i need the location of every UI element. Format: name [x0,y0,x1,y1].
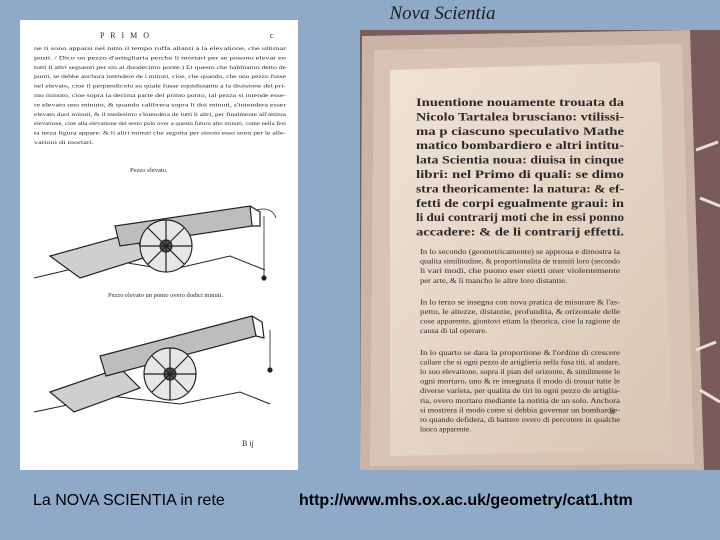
body-line: callare che si ogni pezzo de artiglieria nella fusa titi, al andare, [420,358,621,367]
left-text-line: posti. / Dico un pezzo d'artegliaria perche li mortari per se posono elevar en [34,55,287,62]
running-head: P R I M O [100,31,152,40]
left-text-line: ne ti sono apparsi nel tutto il tempo ruffa allanti a la elevatione, che ultimar [34,46,203,52]
page-number-mark: c [270,31,274,40]
body-line: li vari modi, che puono eser eietti oner violentemente [420,267,620,276]
cannon-illustration-2 [34,316,272,412]
caption-right-url[interactable]: http://www.mhs.ox.ac.uk/geometry/cat1.htm [299,492,633,509]
left-page-svg [20,20,298,470]
left-text-line: elevatione, cioe alla elevatione del sesto polo over a questo futuro alto minuti, come nella fesi [34,121,244,128]
body-line: per arte, & li mancho le altre loro distantie. [420,276,568,285]
body-line: qualita similitudine, & proportionalita de transiti loro (secondo [420,257,621,266]
slide-title: Nova Scientia [389,3,496,24]
figure-2-label: Pezzo elevato un ponto overo dodici minuti. [108,292,223,299]
right-photo-svg [360,30,720,470]
left-text-line: tutti li altri seguenti per sin al duodecimo ponte.) Et questo che habbiamo detto de [34,64,218,71]
body-line: luoco apparente. [420,425,472,434]
title-line: li dui contrarij moti che in essi ponno [416,210,624,225]
title-line: matico bombardiero e altri intitu- [416,138,624,153]
left-text-line: ta terza figura appare: & li altri minuti che seguita per sinoin esso sono per le alle- [34,130,218,137]
left-text-block [34,45,287,146]
body-line: In lo quarto se dara la proportione & l'ordine di crescere [420,348,620,357]
title-line: Inuentione nouamente trouata da [416,95,624,109]
body-line: In lo terzo se insegna con nova pratica de misurare & l'as- [420,298,621,307]
signature-mark: B ij [242,439,254,448]
body-line: causa di tal operare. [420,327,488,336]
title-line: lata Scientia noua: diuisa in cinque [416,152,625,167]
title-line: ma p ciascuno speculativo Mathe [416,123,625,138]
title-line: fetti de corpi egualmente graui: in [416,195,625,210]
left-text-line: elevato duoi minuti, & il medesimo s'intendera de tutti li altri, per finalmente all'ottima [34,111,229,118]
body-line: petto, le altezze, distantie, profundita, & orizontale delle [420,308,620,316]
right-title-block [416,95,625,239]
title-line: accadere: & de li contrarij effetti. [416,224,624,239]
body-line: cose apparente, giontovi etiam la theorica, cioe la ragione de [420,317,620,326]
folio-mark: ii [610,407,615,416]
left-text-line: nel elevato, cioe il perpendicolo su quale fusse equidistante a la diuisione del pri- [34,83,216,90]
cannon-illustration-1 [34,206,276,280]
figure-1-label: Pezzo elevato. [130,167,168,174]
title-line: libri: nel Primo di quali: se dimo [416,167,624,181]
body-line: ro quando defidera, di battere overo di percotere in qualche [420,416,620,424]
body-line: lo suo elevatione, sopra il pian del orizonte, & similmente le [420,368,620,376]
body-line: si mostrera il modo come si debbia governar un bombardie- [420,406,621,415]
left-text-line: re elevato uno minuto, & quando calibrera sopra li dui minuti, s'intendera esser [34,102,287,109]
right-page-photo [360,30,720,470]
caption-left: La NOVA SCIENTIA in rete [33,492,225,509]
title-line: Nicolo Tartalea brusciano: vtilissi- [416,109,625,124]
title-line: stra theoricamente: la natura: & ef- [416,181,624,196]
body-line: In lo secondo (geometricamente) se approua e dimostra la [420,248,622,256]
body-line: ogni mortaro, uno & re insegnata il modo di trouar tutte le [420,377,620,386]
body-line: ria, overo mortaro mediante la notitia de un solo. Anchora [420,396,622,405]
left-text-line: mo minuto, cioe sopra la decima parte del primo ponto, tal pezzo si intende esse- [34,93,287,99]
body-line: diverse varieta, per qualita de tiri in ogni pezzo de artiglia- [420,387,621,396]
left-text-line: punti, se debbe anchora intendere de i minuti, cioe, che quando, che uno pezzo fusse [34,74,223,81]
left-text-line: vationi di mortari. [34,140,95,146]
left-page-scan [20,20,298,470]
